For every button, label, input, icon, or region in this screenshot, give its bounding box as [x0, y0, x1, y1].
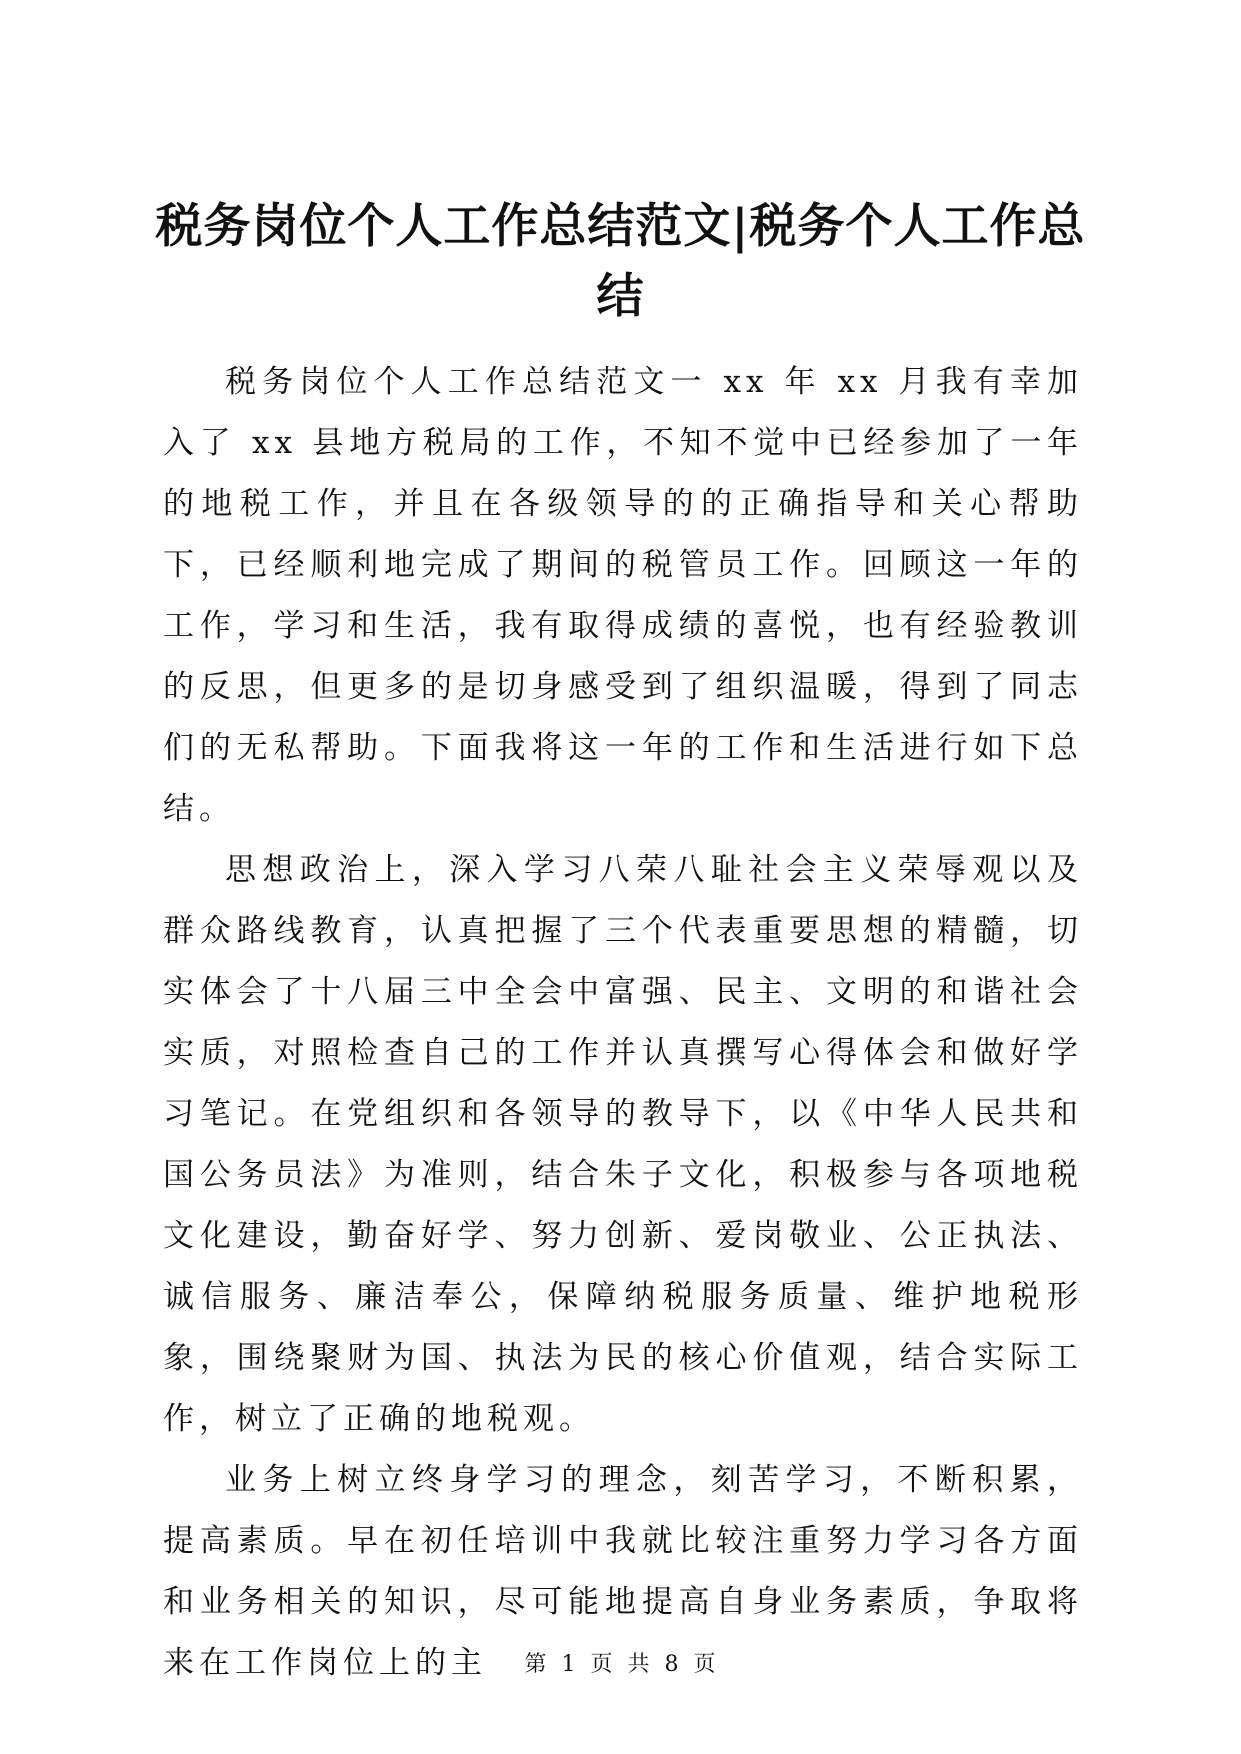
- document-body: [163, 352, 1083, 1694]
- paragraph-politics: 思想政治上，深入学习八荣八耻社会主义荣辱观以及群众路线教育，认真把握了三个代表重要思想的精髓，切实体会了十八届三中全会中富强、民主、文明的和谐社会实质，对照检查自己的工作并认真撰写心得体会和做好学习笔记。在党组织和各领导的教导下，以《中华人民共和国公务员法》为准则，结合朱子文化，积极参与各项地税文化建设，勤奋好学、努力创新、爱岗敬业、公正执法、诚信服务、廉洁奉公，保障纳税服务质量、维护地税形象，围绕聚财为国、执法为民的核心价值观，结合实际工作，树立了正确的地税观。: [163, 852, 1083, 1437]
- document-title: 税务岗位个人工作总结范文|税务个人工作总结: [155, 199, 1086, 324]
- paragraph-intro: 税务岗位个人工作总结范文一 xx 年 xx 月我有幸加入了 xx 县地方税局的工作，不知不觉中已经参加了一年的地税工作，并且在各级领导的的正确指导和关心帮助下，已经顺利地完成了期间的税管员工作。回顾这一年的工作，学习和生活，我有取得成绩的喜悦，也有经验教训的反思，但更多的是切身感受到了组织温暖，得到了同志们的无私帮助。下面我将这一年的工作和生活进行如下总结。: [163, 364, 1083, 827]
- page-number-footer: 第 1 页 共 8 页: [524, 1652, 717, 1677]
- paragraph-business: 业务上树立终身学习的理念，刻苦学习，不断积累，提高素质。早在初任培训中我就比较注重努力学习各方面和业务相关的知识，尽可能地提高自身业务素质，争取将来在工作岗位上的主: [163, 1462, 1083, 1681]
